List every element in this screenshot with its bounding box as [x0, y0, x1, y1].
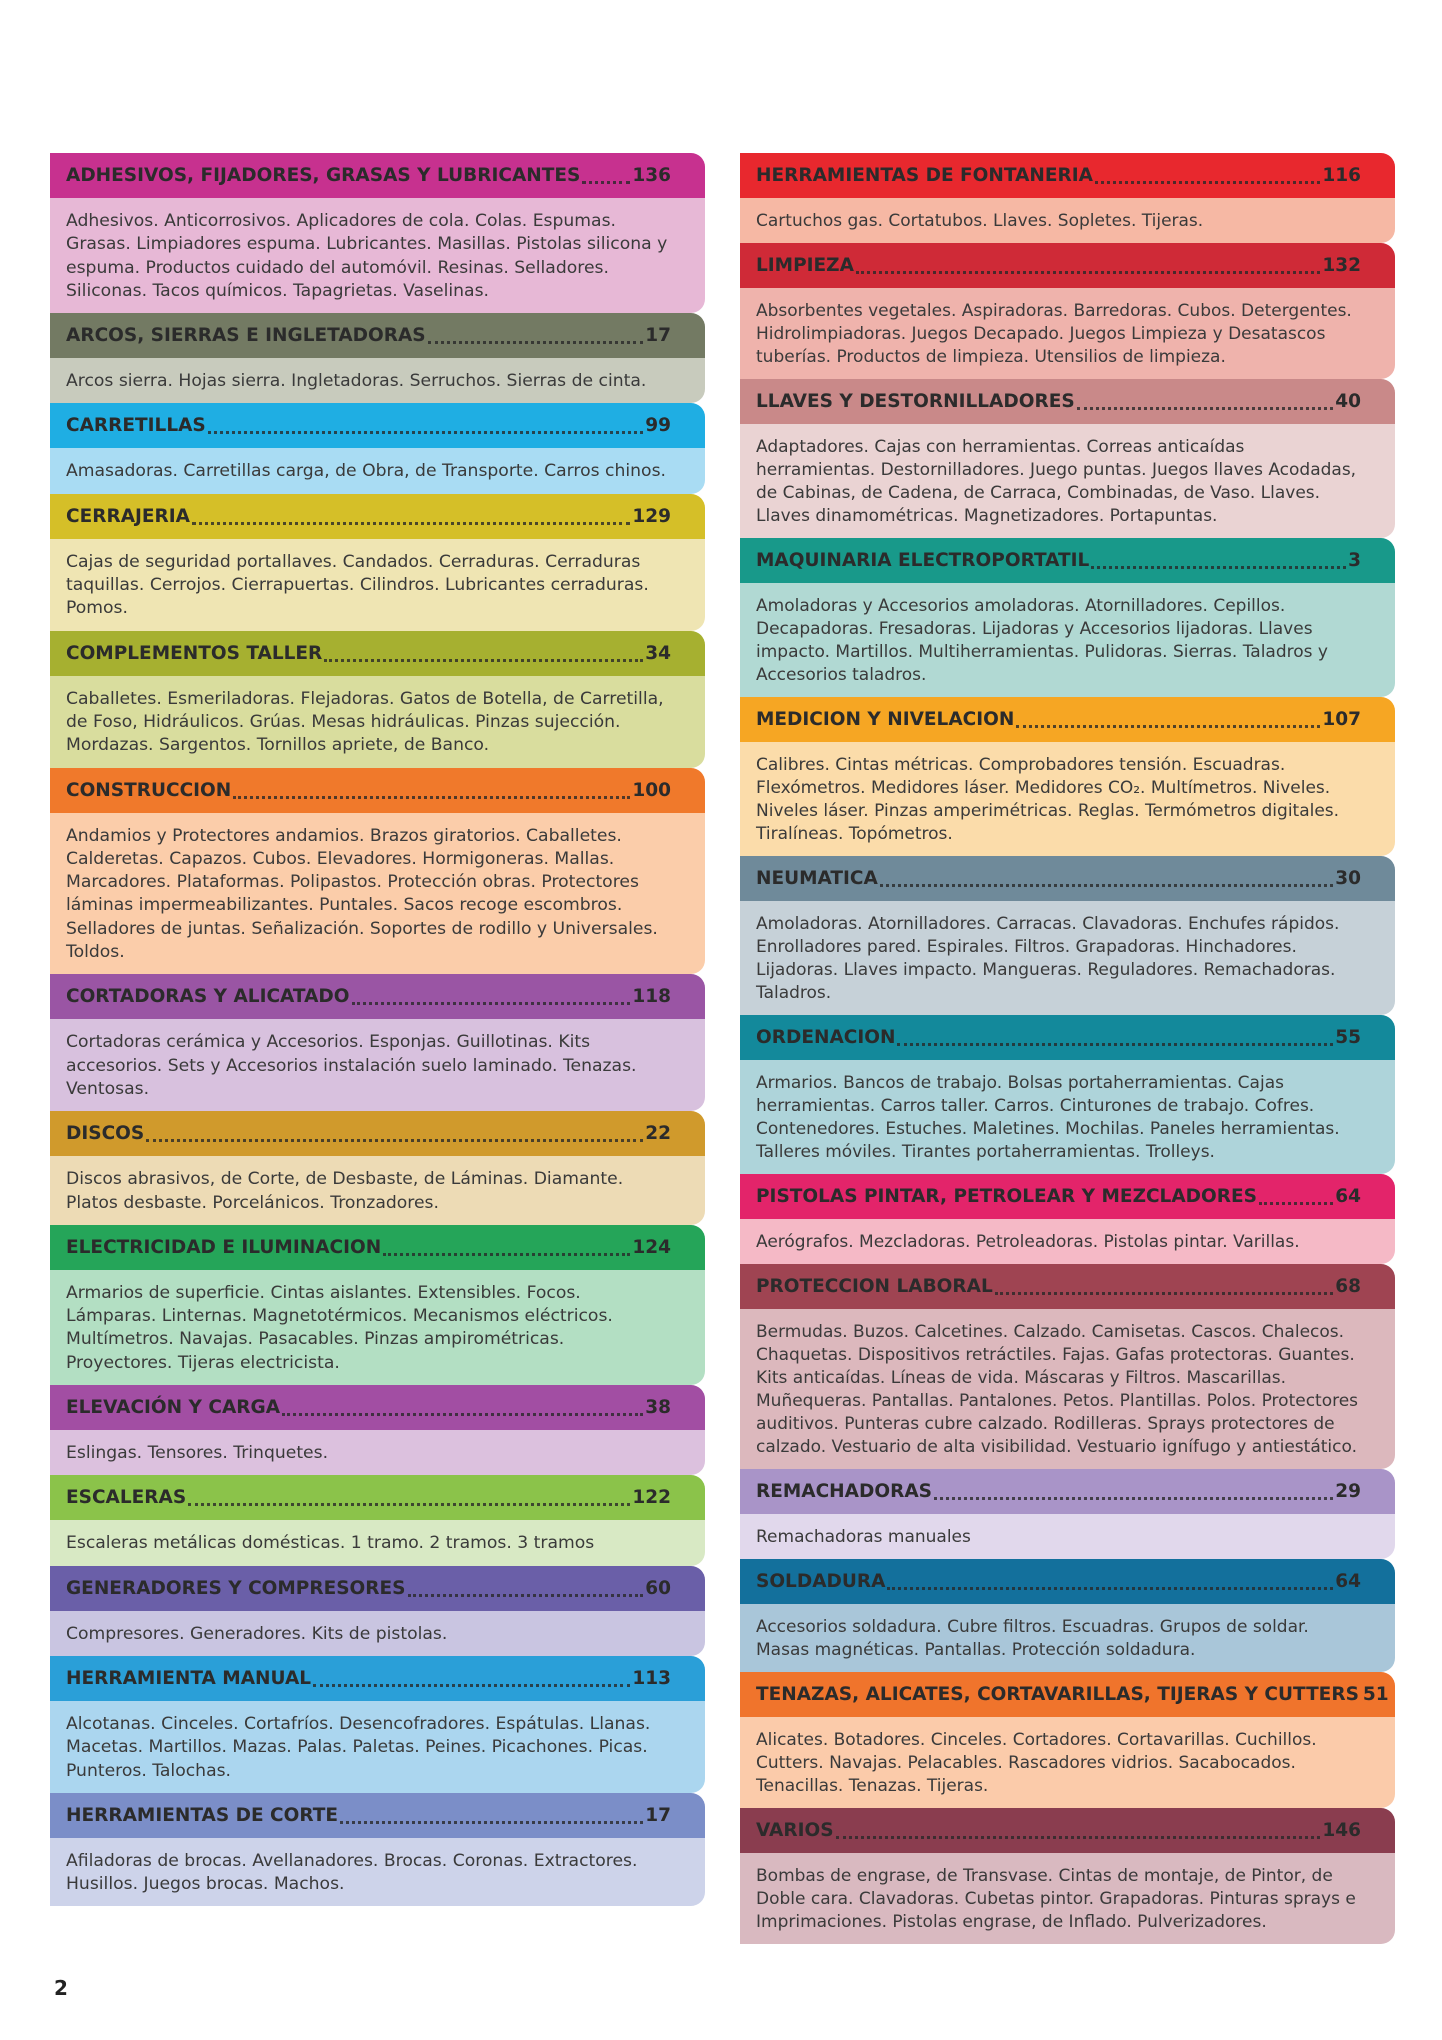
section-title: LLAVES Y DESTORNILLADORES [756, 391, 1075, 412]
section-page-number: 3 [1348, 550, 1361, 571]
section-header[interactable] [50, 494, 705, 539]
section-items: Afiladoras de brocas. Avellanadores. Brocas. Coronas. Extractores. Husillos. Juegos brocas. Machos. [50, 1838, 705, 1907]
section-title: PISTOLAS PINTAR, PETROLEAR Y MEZCLADORES [756, 1186, 1257, 1207]
dot-leader [233, 796, 630, 799]
section-items: Remachadoras manuales [740, 1514, 1395, 1559]
section-title: HERRAMIENTAS DE FONTANERIA [756, 165, 1093, 186]
dot-leader [897, 1043, 1333, 1046]
dot-leader [192, 522, 630, 525]
section-page-number: 132 [1322, 255, 1361, 276]
catalog-section [740, 1559, 1395, 1672]
section-page-number: 116 [1322, 165, 1361, 186]
dot-leader [208, 431, 644, 434]
dot-leader [1259, 1202, 1333, 1205]
catalog-section [740, 1672, 1395, 1808]
section-items: Armarios de superficie. Cintas aislantes. Extensibles. Focos. Lámparas. Linternas. Magnetotérmicos. Mecanismos eléctricos. Multímetros. Navajas. Pasacables. Pinzas ampirométricas. Proyectores. Tijeras electricista. [50, 1270, 705, 1385]
catalog-section [740, 1808, 1395, 1944]
section-header[interactable] [50, 974, 705, 1019]
dot-leader [1016, 725, 1320, 728]
dot-leader [880, 884, 1333, 887]
catalog-section [740, 153, 1395, 243]
section-header[interactable] [50, 631, 705, 676]
section-page-number: 40 [1335, 391, 1361, 412]
dot-leader [146, 1139, 643, 1142]
dot-leader [836, 1836, 1321, 1839]
dot-leader [324, 659, 643, 662]
section-header[interactable] [50, 1475, 705, 1520]
section-items: Amasadoras. Carretillas carga, de Obra, de Transporte. Carros chinos. [50, 448, 705, 493]
section-items: Alicates. Botadores. Cinceles. Cortadores. Cortavarillas. Cuchillos. Cutters. Navajas. Pelacables. Rascadores vidrios. Sacabocados. Tenacillas. Tenazas. Tijeras. [740, 1717, 1395, 1808]
section-header[interactable] [740, 1469, 1395, 1514]
catalog-section [50, 631, 705, 768]
catalog-section [50, 1475, 705, 1565]
section-header[interactable] [50, 313, 705, 358]
section-title: REMACHADORAS [756, 1481, 932, 1502]
section-header[interactable] [740, 856, 1395, 901]
section-page-number: 38 [645, 1397, 671, 1419]
dot-leader [856, 271, 1320, 274]
section-header[interactable] [740, 697, 1395, 742]
catalog-section [50, 1656, 705, 1793]
section-title: MEDICION Y NIVELACION [756, 709, 1015, 730]
section-title: ELEVACIÓN Y CARGA [66, 1397, 281, 1419]
dot-leader [934, 1497, 1333, 1500]
dot-leader [887, 1587, 1333, 1590]
catalog-section [740, 1174, 1395, 1264]
dot-leader [995, 1292, 1333, 1295]
dot-leader [282, 1413, 643, 1416]
section-title: ORDENACION [756, 1027, 896, 1048]
section-page-number: 68 [1335, 1276, 1361, 1297]
section-items: Eslingas. Tensores. Trinquetes. [50, 1430, 705, 1475]
section-title: CORTADORAS Y ALICATADO [66, 986, 350, 1008]
section-header[interactable] [740, 1672, 1395, 1717]
catalog-section [50, 153, 705, 313]
dot-leader [340, 1821, 643, 1824]
catalog-section [50, 1225, 705, 1385]
section-title: ARCOS, SIERRAS E INGLETADORAS [66, 325, 426, 347]
section-items: Adaptadores. Cajas con herramientas. Correas anticaídas herramientas. Destornilladores. Juego puntas. Juegos llaves Acodadas, de Cabinas, de Cadena, de Carraca, Combinadas, de Vaso. Llaves. Llaves dinamométricas. Magnetizadores. Portapuntas. [740, 424, 1395, 538]
section-page-number: 122 [632, 1487, 671, 1509]
section-page-number: 55 [1335, 1027, 1361, 1048]
section-header[interactable] [740, 1015, 1395, 1060]
section-header[interactable] [50, 153, 705, 198]
section-header[interactable] [50, 1111, 705, 1156]
section-header[interactable] [50, 1385, 705, 1430]
section-items: Discos abrasivos, de Corte, de Desbaste, de Láminas. Diamante. Platos desbaste. Porcelánicos. Tronzadores. [50, 1156, 705, 1225]
catalog-section [740, 538, 1395, 697]
section-title: MAQUINARIA ELECTROPORTATIL [756, 550, 1090, 571]
section-items: Cartuchos gas. Cortatubos. Llaves. Sopletes. Tijeras. [740, 198, 1395, 243]
section-title: CARRETILLAS [66, 415, 206, 437]
right-column [740, 153, 1395, 1944]
section-items: Bermudas. Buzos. Calcetines. Calzado. Camisetas. Cascos. Chalecos. Chaquetas. Dispositivos retráctiles. Fajas. Gafas protectoras. Guantes. Kits anticaídas. Líneas de vida. Máscaras y Filtros. Mascarillas. Muñequeras. Pantallas. Pantalones. Petos. Plantillas. Polos. Protectores auditivos. Punteras cubre calzado. Rodilleras. Sprays protectores de calzado. Vestuario de alta visibilidad. Vestuario ignífugo y antiestático. [740, 1309, 1395, 1469]
section-items: Compresores. Generadores. Kits de pistolas. [50, 1611, 705, 1656]
section-title: CONSTRUCCION [66, 779, 232, 801]
dot-leader [352, 1002, 631, 1005]
section-title: LIMPIEZA [756, 255, 854, 276]
section-page-number: 64 [1335, 1186, 1361, 1207]
section-title: VARIOS [756, 1820, 834, 1841]
dot-leader [408, 1594, 644, 1597]
section-title: COMPLEMENTOS TALLER [66, 642, 323, 664]
section-page-number: 136 [632, 165, 671, 186]
section-title: DISCOS [66, 1123, 145, 1145]
section-items: Adhesivos. Anticorrosivos. Aplicadores de cola. Colas. Espumas. Grasas. Limpiadores espuma. Lubricantes. Masillas. Pistolas silicona y espuma. Productos cuidado del automóvil. Resinas. Selladores. Siliconas. Tacos químicos. Tapagrietas. Vaselinas. [50, 198, 705, 313]
section-page-number: 17 [645, 325, 671, 347]
catalog-section [50, 313, 705, 403]
section-items: Amoladoras y Accesorios amoladoras. Atornilladores. Cepillos. Decapadoras. Fresadoras. Lijadoras y Accesorios lijadoras. Llaves impacto. Martillos. Multiherramientas. Pulidoras. Sierras. Taladros y Accesorios taladros. [740, 583, 1395, 697]
catalog-section [740, 1264, 1395, 1469]
section-page-number: 146 [1322, 1820, 1361, 1841]
section-header[interactable] [50, 768, 705, 813]
dot-leader [383, 1253, 630, 1256]
section-header[interactable] [740, 243, 1395, 288]
section-page-number: 29 [1335, 1481, 1361, 1502]
section-items: Armarios. Bancos de trabajo. Bolsas portaherramientas. Cajas herramientas. Carros taller. Carros. Cinturones de trabajo. Cofres. Contenedores. Estuches. Maletines. Mochilas. Paneles herramientas. Talleres móviles. Tirantes portaherramientas. Trolleys. [740, 1060, 1395, 1174]
catalog-section [50, 1111, 705, 1225]
page-number: 2 [54, 1976, 68, 2000]
section-items: Arcos sierra. Hojas sierra. Ingletadoras. Serruchos. Sierras de cinta. [50, 358, 705, 403]
section-header[interactable] [50, 1225, 705, 1270]
section-title: TENAZAS, ALICATES, CORTAVARILLAS, TIJERAS Y CUTTERS [756, 1684, 1359, 1705]
catalog-section [740, 697, 1395, 856]
section-title: ELECTRICIDAD E ILUMINACION [66, 1236, 382, 1258]
catalog-section [50, 1793, 705, 1907]
section-title: HERRAMIENTA MANUAL [66, 1667, 312, 1689]
section-page-number: 129 [632, 505, 671, 527]
catalog-section [740, 856, 1395, 1015]
section-items: Cajas de seguridad portallaves. Candados. Cerraduras. Cerraduras taquillas. Cerrojos. Cierrapuertas. Cilindros. Lubricantes cerraduras. Pomos. [50, 539, 705, 631]
section-items: Aerógrafos. Mezcladoras. Petroleadoras. Pistolas pintar. Varillas. [740, 1219, 1395, 1264]
catalog-section [740, 1469, 1395, 1559]
dot-leader [582, 181, 630, 184]
section-title: ESCALERAS [66, 1487, 187, 1509]
section-title: SOLDADURA [756, 1571, 886, 1592]
section-page-number: 22 [645, 1123, 671, 1145]
section-header[interactable] [50, 1566, 705, 1611]
section-page-number: 60 [645, 1577, 671, 1599]
section-page-number: 99 [645, 415, 671, 437]
section-page-number: 113 [632, 1667, 671, 1689]
section-page-number: 17 [645, 1804, 671, 1826]
dot-leader [428, 341, 644, 344]
section-header[interactable] [740, 379, 1395, 424]
catalog-section [50, 1566, 705, 1656]
section-items: Alcotanas. Cinceles. Cortafríos. Desencofradores. Espátulas. Llanas. Macetas. Martillos. Mazas. Palas. Paletas. Peines. Picachones. Picas. Punteros. Talochas. [50, 1701, 705, 1793]
section-page-number: 118 [632, 986, 671, 1008]
catalog-section [50, 494, 705, 631]
section-page-number: 34 [645, 642, 671, 664]
section-header[interactable] [740, 538, 1395, 583]
section-items: Accesorios soldadura. Cubre filtros. Escuadras. Grupos de soldar. Masas magnéticas. Pantallas. Protección soldadura. [740, 1604, 1395, 1672]
section-header[interactable] [740, 1174, 1395, 1219]
section-title: ADHESIVOS, FIJADORES, GRASAS Y LUBRICANTES [66, 165, 581, 186]
section-header[interactable] [50, 403, 705, 448]
section-header[interactable] [50, 1793, 705, 1838]
section-page-number: 30 [1335, 868, 1361, 889]
section-items: Calibres. Cintas métricas. Comprobadores tensión. Escuadras. Flexómetros. Medidores láser. Medidores CO₂. Multímetros. Niveles. Niveles láser. Pinzas amperimétricas. Reglas. Termómetros digitales. Tiralíneas. Topómetros. [740, 742, 1395, 856]
section-title: NEUMATICA [756, 868, 878, 889]
catalog-section [50, 974, 705, 1111]
section-items: Cortadoras cerámica y Accesorios. Esponjas. Guillotinas. Kits accesorios. Sets y Accesorios instalación suelo laminado. Tenazas. Ventosas. [50, 1019, 705, 1111]
section-page-number: 124 [632, 1236, 671, 1258]
section-items: Bombas de engrase, de Transvase. Cintas de montaje, de Pintor, de Doble cara. Clavadoras. Cubetas pintor. Grapadoras. Pinturas sprays e Imprimaciones. Pistolas engrase, de Inflado. Pulverizadores. [740, 1853, 1395, 1944]
catalog-section [50, 403, 705, 493]
section-page-number: 64 [1335, 1571, 1361, 1592]
catalog-section [740, 243, 1395, 379]
catalog-section [740, 379, 1395, 538]
dot-leader [1091, 566, 1346, 569]
catalog-section [50, 1385, 705, 1475]
left-column [50, 153, 705, 1906]
section-header[interactable] [50, 1656, 705, 1701]
section-title: HERRAMIENTAS DE CORTE [66, 1804, 339, 1826]
section-items: Andamios y Protectores andamios. Brazos giratorios. Caballetes. Calderetas. Capazos. Cubos. Elevadores. Hormigoneras. Mallas. Marcadores. Plataformas. Polipastos. Protección obras. Protectores láminas impermeabilizantes. Puntales. Sacos recoge escombros. Selladores de juntas. Señalización. Soportes de rodillo y Universales. Toldos. [50, 813, 705, 975]
catalog-section [50, 768, 705, 975]
catalog-section [740, 1015, 1395, 1174]
section-title: CERRAJERIA [66, 505, 190, 527]
section-header[interactable] [740, 1559, 1395, 1604]
section-items: Absorbentes vegetales. Aspiradoras. Barredoras. Cubos. Detergentes. Hidrolimpiadoras. Juegos Decapado. Juegos Limpieza y Desatascos tuberías. Productos de limpieza. Utensilios de limpieza. [740, 288, 1395, 379]
section-items: Caballetes. Esmeriladoras. Flejadoras. Gatos de Botella, de Carretilla, de Foso, Hidráulicos. Grúas. Mesas hidráulicas. Pinzas sujección. Mordazas. Sargentos. Tornillos apriete, de Banco. [50, 676, 705, 768]
section-items: Amoladoras. Atornilladores. Carracas. Clavadoras. Enchufes rápidos. Enrolladores pared. Espirales. Filtros. Grapadoras. Hinchadores. Lijadoras. Llaves impacto. Mangueras. Reguladores. Remachadoras. Taladros. [740, 901, 1395, 1015]
dot-leader [313, 1684, 630, 1687]
section-page-number: 51 [1362, 1684, 1389, 1705]
section-header[interactable] [740, 153, 1395, 198]
dot-leader [1077, 407, 1334, 410]
dot-leader [188, 1503, 630, 1506]
section-header[interactable] [740, 1264, 1395, 1309]
dot-leader [1095, 181, 1320, 184]
section-header[interactable] [740, 1808, 1395, 1853]
section-title: PROTECCION LABORAL [756, 1276, 993, 1297]
section-page-number: 100 [632, 779, 671, 801]
section-page-number: 107 [1322, 709, 1361, 730]
section-title: GENERADORES Y COMPRESORES [66, 1577, 406, 1599]
section-items: Escaleras metálicas domésticas. 1 tramo. 2 tramos. 3 tramos [50, 1520, 705, 1565]
